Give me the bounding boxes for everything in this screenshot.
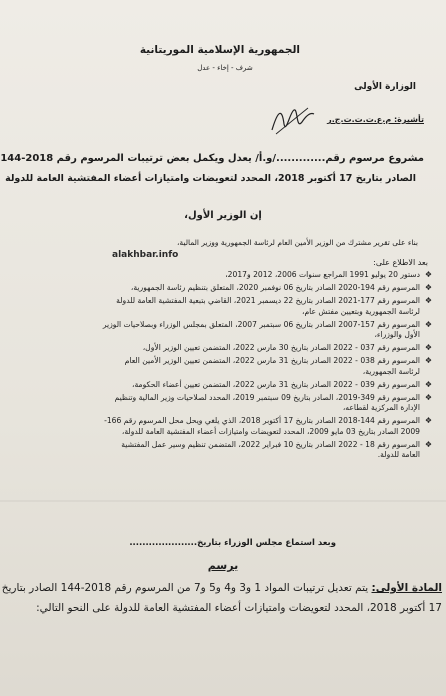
list-item: ❖ المرسوم رقم 038 - 2022 الصادر بتاريخ 31 مارس 2022، المتضمن تعيين الوزير الأمين العام لرئاسة الجمهورية، <box>102 356 432 377</box>
article-1 <box>0 578 442 618</box>
council-hearing-line: وبعد استماع مجلس الوزراء بتاريخ..................... <box>129 538 336 548</box>
reference-line <box>327 115 424 124</box>
references-list <box>102 270 432 463</box>
signature-icon <box>268 100 316 140</box>
watermark: alakhbar.info <box>112 250 179 260</box>
list-item: ❖ المرسوم رقم 037 - 2022 الصادر بتاريخ 30 مارس 2022، المتضمن تعيين الوزير الأول، <box>102 343 432 354</box>
seen-label: بعد الاطلاع على: <box>373 258 428 267</box>
list-item: ❖ المرسوم رقم 349-2019، الصادر بتاريخ 09 سبتمبر 2019، المحدد لصلاحيات وزير المالية وتنظيم الإدارة المركزية لقطاعه، <box>102 393 432 414</box>
reference-text: تأشيرة: م.ع.ت.ت.ت.ج.ر <box>327 115 424 124</box>
basis-line: بناء على تقرير مشترك من الوزير الأمين العام لرئاسة الجمهورية ووزير المالية، <box>177 238 418 247</box>
list-item: ❖ المرسوم رقم 039 - 2022 الصادر بتاريخ 31 مارس 2022، المتضمن تعيين أعضاء الحكومة، <box>102 380 432 391</box>
national-motto: شرف - إخاء - عدل <box>197 64 253 72</box>
page-fold <box>0 500 446 502</box>
title-line-1: مشروع مرسوم رقم............./و.أ/ يعدل ويكمل بعض ترتيبات المرسوم رقم 2018-144 <box>0 153 424 164</box>
list-item: ❖ دستور 20 يوليو 1991 المراجع سنوات 2006، 2012 و2017، <box>102 270 432 281</box>
list-item: ❖ المرسوم رقم 177-2021 الصادر بتاريخ 22 ديسمبر 2021، القاضي بتبعية المفتشية العامة للدولة لرئاسة الجمهورية وبتعيين مفتش عام، <box>102 296 432 317</box>
list-item: ❖ المرسوم رقم 194-2020 الصادر بتاريخ 06 نوفمبر 2020، المتعلق بتنظيم رئاسة الجمهورية، <box>102 283 432 294</box>
title-line-2: الصادر بتاريخ 17 أكتوبر 2018، المحدد لتعويضات وامتيازات أعضاء المفتشية العامة للدولة <box>5 173 416 184</box>
article-1-text: يتم تعديل ترتيبات المواد 1 و3 و4 و5 و7 من المرسوم رقم 2018-144 الصادر بتاريخ 17 أكتوبر 2018، المحدد لتعويضات وامتيازات أعضاء المفتشية العامة للدولة على النحو التالي: <box>1 582 442 614</box>
list-item: ❖ المرسوم رقم 144-2018 الصادر بتاريخ 17 أكتوبر 2018، الذي يلغي ويحل محل المرسوم رقم 166-2009 الصادر بتاريخ 03 مايو 2009، المحدد لتعويضات وامتيازات أعضاء المفتشية العامة للدولة، <box>102 416 432 437</box>
decree-word: يرسم <box>207 559 239 572</box>
ministry-name: الوزارة الأولى <box>354 82 416 92</box>
country-name: الجمهورية الإسلامية الموريتانية <box>139 44 300 56</box>
list-item: ❖ المرسوم رقم 157-2007 الصادر بتاريخ 06 سبتمبر 2007، المتعلق بمجلس الوزراء وبصلاحيات الوزير الأول والوزراء، <box>102 320 432 341</box>
minister-heading: إن الوزير الأول، <box>184 210 262 221</box>
article-1-label: المادة الأولى: <box>371 582 442 594</box>
list-item: ❖ المرسوم رقم 18 - 2022 الصادر بتاريخ 10 فبراير 2022، المتضمن تنظيم وسير عمل المفتشية العامة للدولة. <box>102 440 432 461</box>
